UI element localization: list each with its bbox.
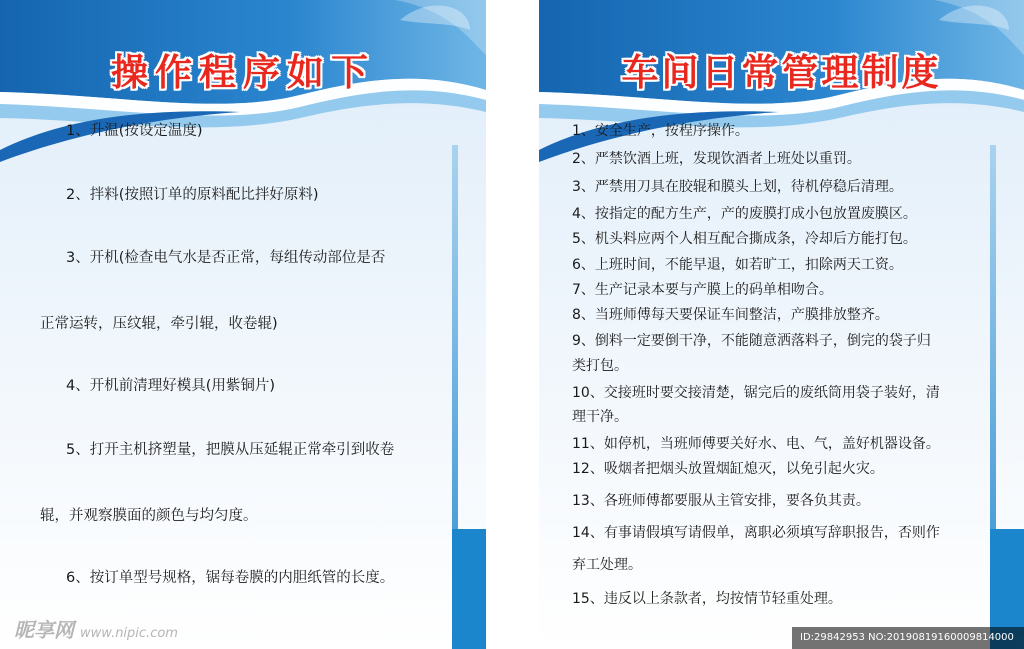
rule-line-15: 15、违反以上条款者，均按情节轻重处理。 — [572, 591, 842, 607]
left-notice-board — [0, 0, 486, 649]
rule-line-11: 11、如停机，当班师傅要关好水、电、气，盖好机器设备。 — [572, 436, 940, 452]
rule-line-1: 1、安全生产，按程序操作。 — [572, 123, 749, 139]
procedure-line-2: 2、拌料(按照订单的原料配比拌好原料) — [66, 187, 319, 203]
rule-line-6: 6、上班时间，不能早退，如若旷工，扣除两天工资。 — [572, 257, 903, 273]
rule-line-12: 12、吸烟者把烟头放置烟缸熄灭，以免引起火灾。 — [572, 461, 884, 477]
procedure-line-4: 4、开机前清理好模具(用紫铜片) — [66, 378, 276, 394]
rule-line-9-cont: 类打包。 — [572, 358, 628, 374]
rule-line-5: 5、机头料应两个人相互配合撕成条，冷却后方能打包。 — [572, 231, 917, 247]
rule-line-2: 2、严禁饮酒上班，发现饮酒者上班处以重罚。 — [572, 151, 861, 167]
image-id-label: ID:29842953 NO:20190819160009814000 — [792, 627, 1024, 649]
rule-line-8: 8、当班师傅每天要保证车间整洁，产膜排放整齐。 — [572, 307, 889, 323]
rule-line-7: 7、生产记录本要与产膜上的码单相吻合。 — [572, 282, 833, 298]
rule-line-14: 14、有事请假填写请假单，离职必须填写辞职报告，否则作 — [572, 525, 940, 541]
rule-line-3: 3、严禁用刀具在胶辊和膜头上划，待机停稳后清理。 — [572, 179, 903, 195]
side-accent-block — [452, 529, 486, 649]
watermark-url: www.nipic.com — [80, 626, 178, 641]
procedure-line-3-cont: 正常运转，压纹辊，牵引辊，收卷辊) — [40, 316, 278, 332]
procedure-line-5: 5、打开主机挤塑量，把膜从压延辊正常牵引到收卷 — [66, 442, 395, 458]
rule-line-14-cont: 弃工处理。 — [572, 557, 642, 573]
watermark-brand: 昵享网 — [14, 618, 74, 642]
procedure-line-6: 6、按订单型号规格，锯每卷膜的内胆纸管的长度。 — [66, 570, 395, 586]
board-title: 操作程序如下 — [111, 51, 375, 94]
rule-line-10: 10、交接班时要交接清楚，锯完后的废纸筒用袋子装好，清 — [572, 385, 940, 401]
rule-line-4: 4、按指定的配方生产，产的废膜打成小包放置废膜区。 — [572, 206, 917, 222]
rule-line-13: 13、各班师傅都要服从主管安排，要各负其责。 — [572, 493, 870, 509]
rule-line-9: 9、倒料一定要倒干净，不能随意洒落料子，倒完的袋子归 — [572, 333, 931, 349]
procedure-line-3: 3、开机(检查电气水是否正常，每组传动部位是否 — [66, 250, 386, 266]
procedure-line-1: 1、升温(按设定温度) — [66, 123, 203, 139]
site-watermark — [14, 614, 178, 643]
right-notice-board — [539, 0, 1024, 649]
rule-line-10-cont: 理干净。 — [572, 409, 628, 425]
board-title: 车间日常管理制度 — [621, 51, 942, 94]
procedure-line-5-cont: 辊，并观察膜面的颜色与均匀度。 — [40, 508, 258, 524]
